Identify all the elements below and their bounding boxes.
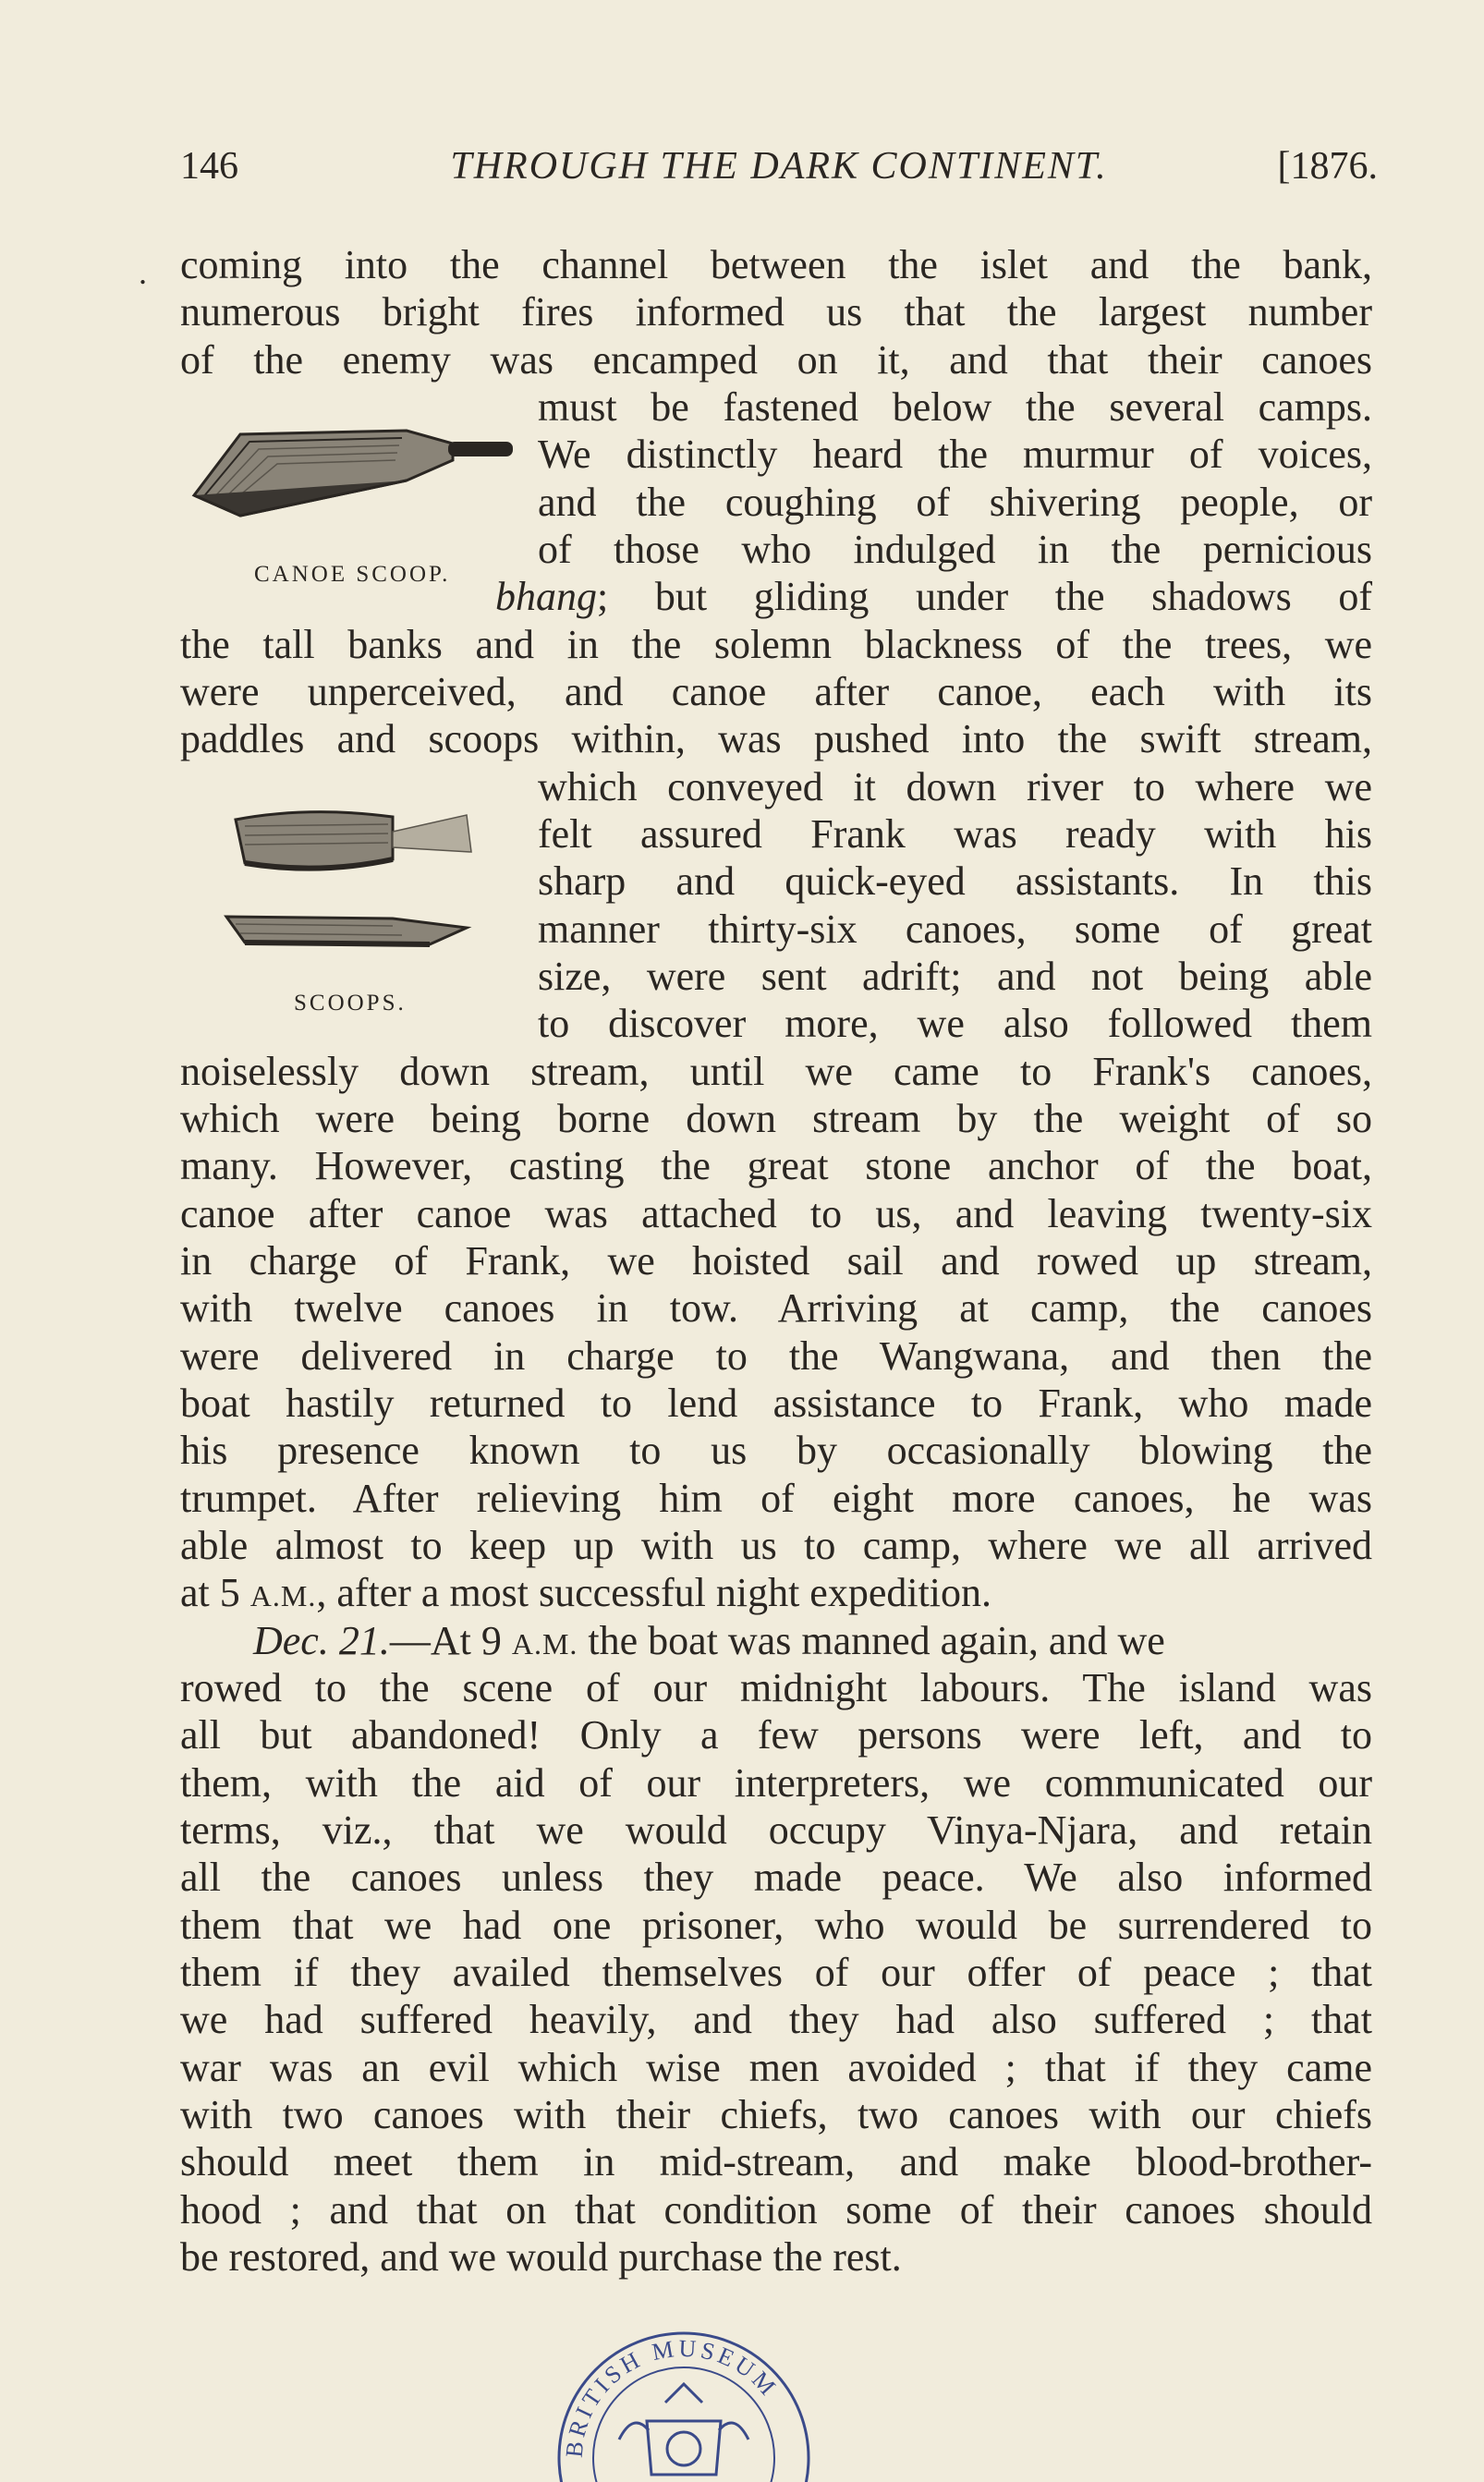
text-line: sharp and quick-eyed assistants. In this bbox=[538, 858, 1372, 904]
text-line: paddles and scoops within, was pushed into the swift stream, bbox=[180, 716, 1372, 761]
margin-mark: . bbox=[139, 254, 147, 291]
running-header bbox=[180, 144, 1378, 200]
text-line: able almost to keep up with us to camp, where we all arrived bbox=[180, 1523, 1372, 1568]
text-line: all the canoes unless they made peace. We also informed bbox=[180, 1855, 1372, 1900]
text-line: which conveyed it down river to where we bbox=[538, 764, 1372, 809]
text-line: were unperceived, and canoe after canoe, each with its bbox=[180, 669, 1372, 714]
text-line: all but abandoned! Only a few persons were left, and to bbox=[180, 1712, 1372, 1758]
text-line: we had suffered heavily, and they had also suffered ; that bbox=[180, 1997, 1372, 2042]
text-line: be restored, and we would purchase the rest. bbox=[180, 2234, 902, 2280]
text-line: his presence known to us by occasionally blowing the bbox=[180, 1428, 1372, 1473]
text-line: boat hastily returned to lend assistance to Frank, who made bbox=[180, 1381, 1372, 1426]
stamp-text: BRITISH MUSEUM bbox=[560, 2334, 784, 2459]
text-line: of the enemy was encamped on it, and that their canoes bbox=[180, 337, 1372, 383]
museum-stamp bbox=[545, 2319, 822, 2482]
text-line: should meet them in mid-stream, and make blood-brother- bbox=[180, 2139, 1372, 2184]
text-line: must be fastened below the several camps. bbox=[538, 384, 1372, 430]
text-line: the tall banks and in the solemn blackness of the trees, we bbox=[180, 622, 1372, 667]
text-line: rowed to the scene of our midnight labours. The island was bbox=[180, 1665, 1372, 1710]
text-line: Dec. 21.—At 9 A.M. the boat was manned again, and we bbox=[253, 1618, 1165, 1663]
scoops-illustration bbox=[208, 806, 485, 972]
text-line: We distinctly heard the murmur of voices, bbox=[538, 432, 1372, 477]
header-year: [1876. bbox=[1277, 145, 1378, 188]
text-line: them, with the aid of our interpreters, we communicated our bbox=[180, 1760, 1372, 1806]
text-line: terms, viz., that we would occupy Vinya-Njara, and retain bbox=[180, 1807, 1372, 1853]
caption-scoops: SCOOPS. bbox=[294, 991, 407, 1016]
text-line: felt assured Frank was ready with his bbox=[538, 811, 1372, 857]
text-line: in charge of Frank, we hoisted sail and rowed up stream, bbox=[180, 1238, 1372, 1284]
text-line: to discover more, we also followed them bbox=[538, 1001, 1372, 1046]
text-line: with twelve canoes in tow. Arriving at camp, the canoes bbox=[180, 1285, 1372, 1331]
text-line: with two canoes with their chiefs, two canoes with our chiefs bbox=[180, 2092, 1372, 2137]
text-line: manner thirty-six canoes, some of great bbox=[538, 906, 1372, 952]
text-line: bhang; but gliding under the shadows of bbox=[495, 574, 1372, 619]
text-line: coming into the channel between the islet and the bank, bbox=[180, 242, 1372, 287]
text-line: noiselessly down stream, until we came to Frank's canoes, bbox=[180, 1049, 1372, 1094]
text-line: numerous bright fires informed us that the largest number bbox=[180, 289, 1372, 335]
text-line: hood ; and that on that condition some of their canoes should bbox=[180, 2187, 1372, 2233]
text-line: were delivered in charge to the Wangwana, and then the bbox=[180, 1333, 1372, 1379]
text-line: many. However, casting the great stone anchor of the boat, bbox=[180, 1143, 1372, 1188]
word-bhang: bhang bbox=[495, 574, 597, 619]
time-am: A.M. bbox=[249, 1579, 317, 1612]
text-line: trumpet. After relieving him of eight more canoes, he was bbox=[180, 1476, 1372, 1521]
text-line: at 5 A.M., after a most successful night expedition. bbox=[180, 1570, 992, 1615]
text-line: which were being borne down stream by the weight of so bbox=[180, 1096, 1372, 1141]
text-line: canoe after canoe was attached to us, and leaving twenty-six bbox=[180, 1191, 1372, 1236]
time-am: A.M. bbox=[511, 1627, 578, 1661]
running-title: THROUGH THE DARK CONTINENT. bbox=[450, 145, 1108, 188]
text-line: war was an evil which wise men avoided ; that if they came bbox=[180, 2045, 1372, 2090]
text-line: them if they availed themselves of our offer of peace ; that bbox=[180, 1950, 1372, 1995]
text-line: of those who indulged in the pernicious bbox=[538, 527, 1372, 572]
text-line: and the coughing of shivering people, or bbox=[538, 480, 1372, 525]
caption-canoe-scoop: CANOE SCOOP. bbox=[254, 562, 451, 587]
canoe-scoop-illustration bbox=[185, 423, 517, 525]
text-line: them that we had one prisoner, who would be surrendered to bbox=[180, 1903, 1372, 1948]
date-dec-21: Dec. 21. bbox=[253, 1618, 390, 1663]
page-number: 146 bbox=[180, 145, 238, 188]
text-line: size, were sent adrift; and not being able bbox=[538, 954, 1372, 999]
